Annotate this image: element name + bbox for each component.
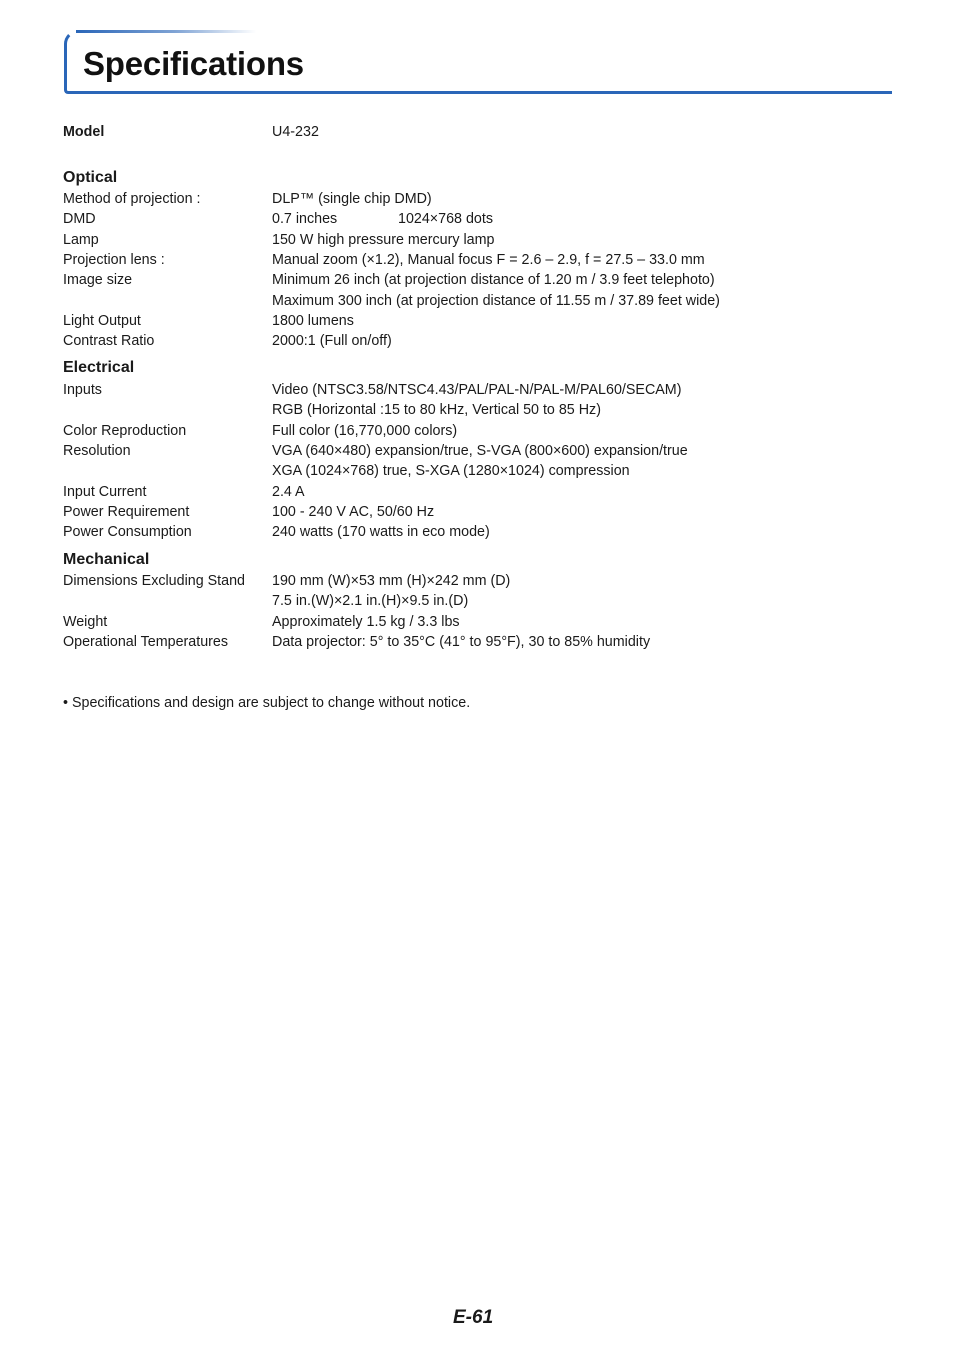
spec-value: 190 mm (W)×53 mm (H)×242 mm (D): [272, 573, 511, 589]
spec-value: DLP™ (single chip DMD): [272, 191, 432, 207]
spec-label: Contrast Ratio: [63, 333, 155, 349]
spec-value: U4-232: [272, 124, 319, 140]
section-heading-mechanical: Mechanical: [63, 551, 150, 568]
spec-label: DMD: [63, 211, 96, 227]
spec-label: Power Consumption: [63, 524, 192, 540]
spec-value: Maximum 300 inch (at projection distance of 11.55 m / 37.89 feet wide): [272, 293, 720, 309]
spec-label: Projection lens :: [63, 252, 165, 268]
spec-value: Minimum 26 inch (at projection distance of 1.20 m / 3.9 feet telephoto): [272, 272, 715, 288]
spec-label: Color Reproduction: [63, 423, 187, 439]
spec-value: RGB (Horizontal :15 to 80 kHz, Vertical 50 to 85 Hz): [272, 402, 601, 418]
section-heading-electrical: Electrical: [63, 359, 135, 376]
spec-value: 2000:1 (Full on/off): [272, 333, 392, 349]
spec-value: 2.4 A: [272, 484, 305, 500]
spec-label: Operational Temperatures: [63, 634, 229, 650]
spec-label: Lamp: [63, 232, 99, 248]
spec-label: Power Requirement: [63, 504, 190, 520]
spec-label: Input Current: [63, 484, 147, 500]
section-heading-optical: Optical: [63, 169, 118, 186]
spec-value: Manual zoom (×1.2), Manual focus F = 2.6 – 2.9, f = 27.5 – 33.0 mm: [272, 252, 705, 268]
spec-label: Model: [63, 124, 105, 140]
spec-value: 1800 lumens: [272, 313, 354, 329]
spec-value-secondary: 1024×768 dots: [398, 211, 494, 227]
spec-label: Weight: [63, 614, 108, 630]
spec-value: VGA (640×480) expansion/true, S-VGA (800×600) expansion/true: [272, 443, 688, 459]
spec-label: Light Output: [63, 313, 141, 329]
spec-label: Resolution: [63, 443, 131, 459]
spec-value: Video (NTSC3.58/NTSC4.43/PAL/PAL-N/PAL-M/PAL60/SECAM): [272, 382, 682, 398]
spec-value: 240 watts (170 watts in eco mode): [272, 524, 490, 540]
page-number: E-61: [453, 1307, 494, 1328]
spec-value: 0.7 inches: [272, 211, 338, 227]
spec-label: Image size: [63, 272, 133, 288]
spec-value: 100 - 240 V AC, 50/60 Hz: [272, 504, 435, 520]
spec-value: 7.5 in.(W)×2.1 in.(H)×9.5 in.(D): [272, 593, 469, 609]
spec-label: Method of projection :: [63, 191, 201, 207]
spec-label: Inputs: [63, 382, 102, 398]
spec-value: Full color (16,770,000 colors): [272, 423, 458, 439]
title-gradient-line: [76, 30, 256, 33]
spec-value: XGA (1024×768) true, S-XGA (1280×1024) compression: [272, 463, 630, 479]
change-notice: • Specifications and design are subject to change without notice.: [63, 695, 471, 711]
spec-value: Data projector: 5° to 35°C (41° to 95°F), 30 to 85% humidity: [272, 634, 651, 650]
spec-value: Approximately 1.5 kg / 3.3 lbs: [272, 614, 460, 630]
spec-label: Dimensions Excluding Stand: [63, 573, 245, 589]
spec-value: 150 W high pressure mercury lamp: [272, 232, 495, 248]
page-title: Specifications: [83, 45, 304, 82]
